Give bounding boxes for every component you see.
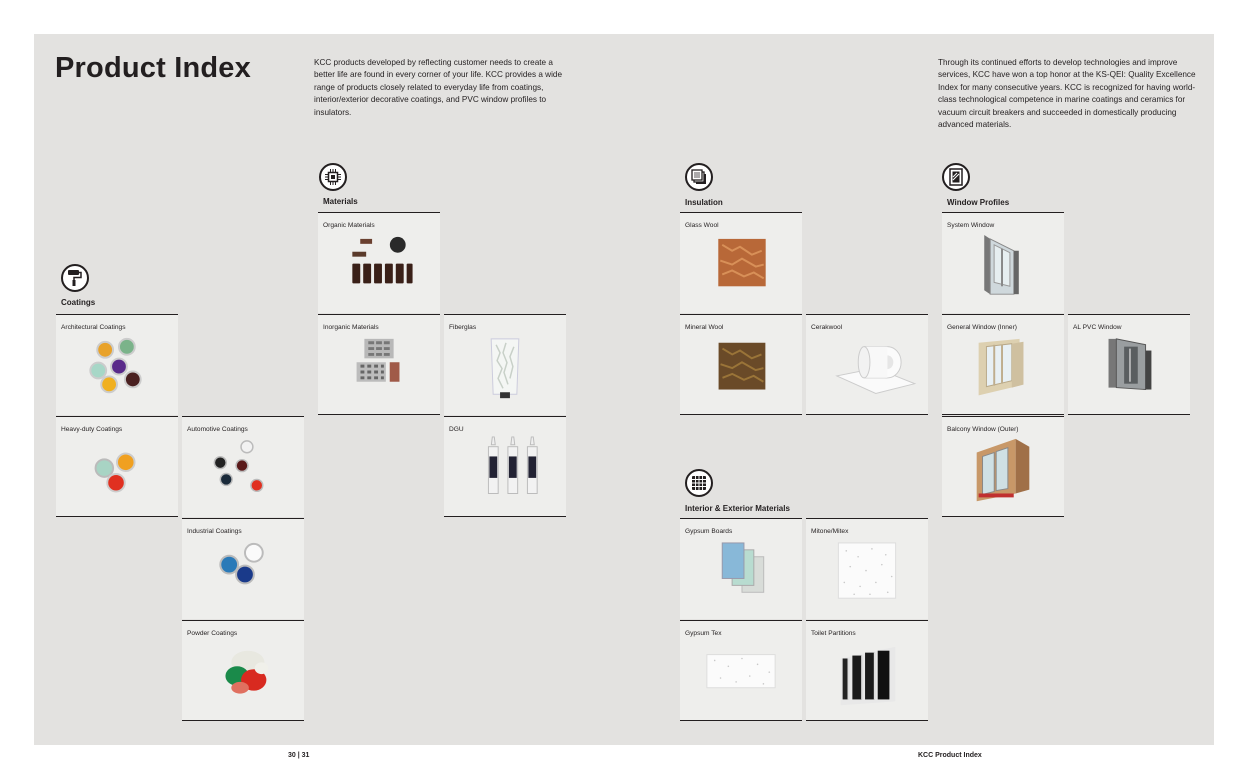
intro-text-right: Through its continued efforts to develop technologies and improve services, KCC have won a top honor at the KS-QEI: Quality Excellence Index for many consecutive years. KCC is recognized for having world-class technological competence in marine coatings and ceramics for vacuum circuit breakers and succeeded in domestically producing advanced materials. bbox=[938, 58, 1196, 130]
tile-balcony-window-outer[interactable] bbox=[942, 416, 1064, 517]
paint-cans-image bbox=[56, 435, 178, 512]
ceiling-tile-image bbox=[680, 639, 802, 716]
tile-automotive-coatings[interactable] bbox=[182, 416, 304, 517]
tile-industrial-coatings[interactable] bbox=[182, 518, 304, 619]
building-grid-icon bbox=[685, 469, 713, 497]
tile-label: Inorganic Materials bbox=[323, 324, 379, 331]
tile-label: Mineral Wool bbox=[685, 324, 724, 331]
tile-label: Fiberglas bbox=[449, 324, 477, 331]
window-profile-image bbox=[1068, 333, 1190, 410]
tile-dgu[interactable] bbox=[444, 416, 566, 517]
window-profile-image bbox=[942, 231, 1064, 309]
tile-label: Organic Materials bbox=[323, 222, 375, 229]
tile-toilet-partitions[interactable] bbox=[806, 620, 928, 721]
section-label-materials: Materials bbox=[323, 197, 358, 206]
inorganic-materials-image bbox=[318, 333, 440, 410]
tile-organic-materials[interactable] bbox=[318, 212, 440, 313]
tile-label: Balcony Window (Outer) bbox=[947, 426, 1019, 433]
glass-wool-image bbox=[680, 231, 802, 309]
section-label-interior-exterior: Interior & Exterior Materials bbox=[685, 504, 790, 513]
tile-cerakwool[interactable] bbox=[806, 314, 928, 415]
gypsum-boards-image bbox=[680, 537, 802, 615]
section-label-window-profiles: Window Profiles bbox=[947, 198, 1010, 207]
tile-label: General Window (Inner) bbox=[947, 324, 1017, 331]
section-label-coatings: Coatings bbox=[61, 298, 96, 307]
cerakwool-roll-image bbox=[806, 333, 928, 410]
tile-label: Gypsum Tex bbox=[685, 630, 722, 637]
tile-label: Toilet Partitions bbox=[811, 630, 856, 637]
fiberglas-image bbox=[444, 333, 566, 411]
tile-powder-coatings[interactable] bbox=[182, 620, 304, 721]
insulation-layers-icon bbox=[685, 163, 713, 191]
page-numbers: 30 | 31 bbox=[288, 752, 310, 759]
toilet-partitions-image bbox=[806, 639, 928, 716]
powder-pile-image bbox=[182, 639, 304, 716]
ceiling-tile-image bbox=[806, 537, 928, 615]
paint-cans-image bbox=[182, 537, 304, 615]
tile-label: Cerakwool bbox=[811, 324, 843, 331]
tile-inorganic-materials[interactable] bbox=[318, 314, 440, 415]
tile-al-pvc-window[interactable] bbox=[1068, 314, 1190, 415]
tile-mineral-wool[interactable] bbox=[680, 314, 802, 415]
page-title: Product Index bbox=[55, 52, 251, 84]
tile-label: AL PVC Window bbox=[1073, 324, 1122, 331]
organic-materials-image bbox=[318, 231, 440, 309]
publication-name: KCC Product Index bbox=[918, 752, 982, 759]
tile-system-window[interactable] bbox=[942, 212, 1064, 313]
tile-label: Powder Coatings bbox=[187, 630, 238, 637]
tile-label: Glass Wool bbox=[685, 222, 719, 229]
section-label-insulation: Insulation bbox=[685, 198, 723, 207]
tile-general-window-inner[interactable] bbox=[942, 314, 1064, 415]
chip-icon bbox=[319, 163, 347, 191]
tile-label: System Window bbox=[947, 222, 995, 229]
tile-label: Automotive Coatings bbox=[187, 426, 248, 433]
paint-cans-image bbox=[182, 435, 304, 513]
paint-cans-image bbox=[56, 333, 178, 411]
window-profile-image bbox=[942, 333, 1064, 410]
paint-roller-icon bbox=[61, 264, 89, 292]
window-profile-image bbox=[942, 435, 1064, 512]
tile-heavy-duty-coatings[interactable] bbox=[56, 416, 178, 517]
tile-gypsum-tex[interactable] bbox=[680, 620, 802, 721]
tile-label: Gypsum Boards bbox=[685, 528, 733, 535]
window-icon bbox=[942, 163, 970, 191]
tile-label: DGU bbox=[449, 426, 464, 433]
tile-fiberglas[interactable] bbox=[444, 314, 566, 415]
sealant-tubes-image bbox=[444, 435, 566, 512]
intro-text-left: KCC products developed by reflecting customer needs to create a better life are found in every corner of your life. KCC provides a wide range of products closely related to everyday life from coatings, interior/exterior decorative coatings, and PVC window profiles to insulators. bbox=[314, 58, 563, 117]
tile-label: Mitone/Mitex bbox=[811, 528, 849, 535]
mineral-wool-image bbox=[680, 333, 802, 410]
tile-mitone-mitex[interactable] bbox=[806, 518, 928, 619]
tile-glass-wool[interactable] bbox=[680, 212, 802, 313]
tile-label: Architectural Coatings bbox=[61, 324, 126, 331]
tile-architectural-coatings[interactable] bbox=[56, 314, 178, 415]
tile-gypsum-boards[interactable] bbox=[680, 518, 802, 619]
tile-label: Heavy-duty Coatings bbox=[61, 426, 123, 433]
tile-label: Industrial Coatings bbox=[187, 528, 242, 535]
